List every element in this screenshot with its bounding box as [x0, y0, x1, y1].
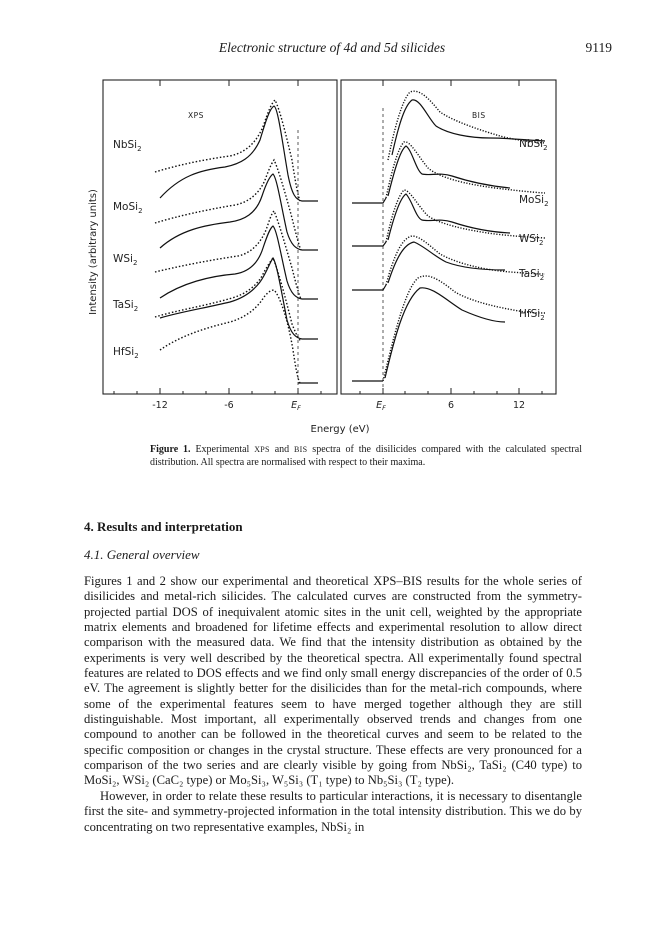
- section-heading: 4. Results and interpretation: [84, 519, 243, 534]
- bis-wsi2-step: [352, 242, 386, 246]
- xps-label-wsi2: WSi$_2$: [113, 253, 138, 267]
- xps-wsi2-exp: [155, 211, 301, 299]
- x-axis-label: Energy (eV): [310, 424, 370, 435]
- xps-nbsi2-theory: [160, 106, 318, 201]
- xps-label-tasi2: TaSi$_2$: [113, 299, 139, 313]
- bis-label-nbsi2: NbSi$_2$: [519, 138, 548, 152]
- xps-mosi2-theory: [160, 174, 318, 250]
- bis-curves: [352, 91, 545, 381]
- tick-bis-ef: $E_F$: [376, 400, 386, 412]
- bis-label: BIS: [472, 111, 486, 120]
- xps-label: XPS: [188, 111, 204, 120]
- xps-compound-labels: [112, 139, 143, 360]
- caption-label: Figure 1.: [150, 444, 191, 455]
- paragraph-2: However, in order to relate these results to particular interactions, it is necessary to disentangle first the site- and symmetry-projected information in the total intensity distribution. This we do by concentrating on two representative examples, NbSi₂ in: [84, 788, 582, 834]
- tick-xps-minus-12: -12: [152, 400, 168, 411]
- tick-xps-minus-6: -6: [224, 400, 234, 411]
- bis-compound-labels: [518, 138, 549, 322]
- bis-label-wsi2: WSi$_2$: [519, 233, 544, 247]
- caption-text: spectra of the disilicides compared with the calculated spectral distribution. All spectra are normalised with respect to their maxima.: [150, 444, 582, 468]
- bis-hfsi2-exp: [383, 276, 545, 381]
- figure-frame: [103, 80, 556, 394]
- xps-tasi2-theory: [160, 258, 318, 339]
- xps-panel-frame: [103, 80, 337, 394]
- xps-label-hfsi2: HfSi$_2$: [113, 346, 139, 360]
- bis-label-tasi2: TaSi$_2$: [519, 268, 545, 282]
- bis-mosi2-step: [352, 198, 386, 203]
- tick-bis-6: 6: [447, 400, 455, 411]
- tick-marks: [114, 80, 545, 394]
- caption-xps: XPS: [254, 445, 270, 454]
- caption-and: and: [269, 444, 295, 455]
- running-head-title: Electronic structure of 4d and 5d silicides: [218, 40, 446, 55]
- xps-tasi2-exp: [155, 258, 301, 341]
- xps-label-mosi2: MoSi$_2$: [113, 201, 143, 215]
- bis-label-hfsi2: HfSi$_2$: [519, 308, 545, 322]
- x-tick-labels: [152, 400, 525, 412]
- bis-hfsi2-theory: [385, 288, 505, 378]
- running-head: [0, 40, 664, 60]
- xps-wsi2-theory: [160, 226, 318, 299]
- xps-hfsi2-exp: [160, 290, 300, 383]
- xps-curves: [155, 100, 318, 383]
- subsection-heading: 4.1. General overview: [84, 547, 200, 562]
- bis-tasi2-theory: [388, 242, 505, 283]
- bis-mosi2-theory: [388, 146, 510, 196]
- caption-lead: Experimental: [190, 444, 255, 455]
- page-number: 9119: [585, 40, 612, 55]
- tick-bis-12: 12: [512, 400, 526, 411]
- figure-1: [0, 70, 664, 440]
- figure-caption: [150, 443, 582, 469]
- body-text: [84, 574, 582, 835]
- bis-tasi2-step: [352, 285, 386, 290]
- xps-label-nbsi2: NbSi$_2$: [113, 139, 142, 153]
- paragraph-1: Figures 1 and 2 show our experimental and theoretical XPS–BIS results for the whole series of disilicides and metal-rich silicides. The calculated curves are constructed from the symmetry-projected partial DOS of inequivalent atomic sites in the unit cell, weighted by the appropriate matrix elements and broadened for lifetime effects and experimental resolution to allow direct comparison with the measured data. We find that the intensity distribution as obtained by the experiments is very well described by the theoretical spectra. All experimentally found spectral features are related to DOS effects and we find only small energy discrepancies of the order of 0.5 eV. The agreement is slightly better for the disilicides than for the metal-rich compounds, where some of the experimental features seem to have merged together although they are still distinguishable. Most important, all experimentally observed trends and changes from one compound to another can be followed in the theoretical curves and seem to be related to the specific composition or changes in the crystal structure. These effects are very pronounced for a comparison of the two series and are clearly visible by going from NbSi₂, TaSi₂ (C40 type) to MoSi₂, WSi₂ (CaC₂ type) or Mo₅Si₃, W₅Si₃ (T₁ type) to Nb₅Si₃ (T₂ type).: [84, 574, 582, 788]
- tick-xps-ef: $E_F$: [291, 400, 301, 412]
- bis-label-mosi2: MoSi$_2$: [519, 194, 549, 208]
- caption-bis: BIS: [294, 445, 308, 454]
- y-axis-label: Intensity (arbitrary units): [88, 189, 99, 315]
